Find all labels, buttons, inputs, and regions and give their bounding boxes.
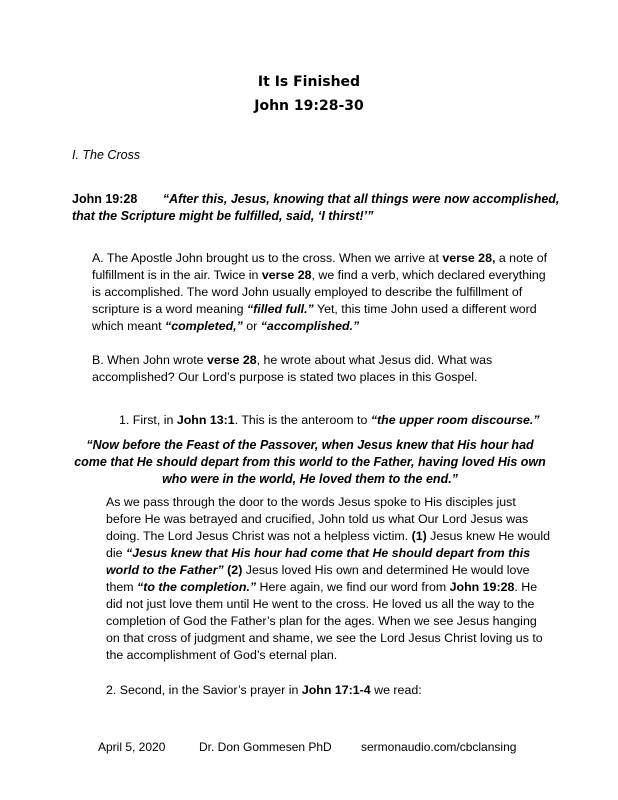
para-c-text: As we pass through the door to the words Jesus spoke to His disciples just before He was betrayed and crucified, John told us what Our Lord Jesus was doing. The Lord Jesus Christ was not a helpless victim. — [106, 495, 529, 543]
scripture-line-2: that the Scripture might be fulfilled, said, ‘I thirst!’” — [72, 209, 374, 223]
point-1 — [119, 412, 540, 429]
para-c-text: . He did not just love them until He went to the cross. He loved us all the way to the completion of God the Father’s plan for the ages. When we see Jesus hanging on that cross of judgment and shame, we see the Lord Jesus Christ loving us to the accomplishment of God’s eternal plan. — [106, 580, 543, 662]
scripture-ref: John 19:28 — [72, 192, 138, 206]
para-a-text: A. The Apostle John brought us to the cross. When we arrive at — [92, 251, 443, 265]
para-c-num-2: (2) — [227, 563, 243, 577]
para-c-emph-2: “to the completion.” — [137, 580, 257, 594]
para-a-bold-2: verse 28 — [261, 268, 312, 282]
point-2 — [106, 682, 422, 699]
footer-date: April 5, 2020 — [98, 740, 166, 754]
section-heading: I. The Cross — [72, 148, 141, 162]
para-c-text: Jesus loved His own and determined He would love them — [106, 563, 530, 594]
para-b-text: B. When John wrote — [92, 353, 208, 367]
para-a-emph-1: “filled full.” — [246, 302, 314, 316]
point-1-text: 1. First, in — [119, 413, 177, 427]
point-1-text: . This is the anteroom to — [234, 413, 371, 427]
point-1-ref: John 13:1 — [176, 413, 235, 427]
para-c-text: Jesus knew He would die — [106, 529, 550, 560]
para-c-ref: John 19:28 — [449, 580, 515, 594]
scripture-line-1 — [72, 191, 559, 208]
paragraph-a — [92, 250, 552, 335]
scripture-text-1: “After this, Jesus, knowing that all things were now accomplished, — [162, 192, 560, 206]
para-a-emph-2: “completed,” — [165, 319, 243, 333]
para-a-text: , we find a verb, which declared everything is accomplished. The word John usually employed to describe the fulfillment of scripture is a word meaning — [92, 268, 546, 316]
footer-site: sermonaudio.com/cbclansing — [361, 740, 517, 754]
paragraph-c — [106, 494, 552, 664]
page-subtitle: John 19:28-30 — [254, 98, 364, 114]
point-2-text: we read: — [370, 683, 422, 697]
paragraph-b — [92, 352, 532, 386]
para-b-text: , he wrote about what Jesus did. What was accomplished? Our Lord’s purpose is stated two places in this Gospel. — [92, 353, 493, 384]
point-2-ref: John 17:1-4 — [301, 683, 371, 697]
page-title: It Is Finished — [257, 74, 361, 90]
para-a-text: or — [242, 319, 261, 333]
para-c-text: Here again, we find our word from — [256, 580, 450, 594]
para-c-emph-1: “Jesus knew that His hour had come that He should depart from this world to the Father” — [106, 546, 531, 577]
para-b-bold: verse 28 — [207, 353, 257, 367]
para-a-emph-3: “accomplished.” — [260, 319, 360, 333]
para-a-text: Yet, this time John used a different word which meant — [92, 302, 537, 333]
point-1-emph: “the upper room discourse.” — [370, 413, 540, 427]
para-a-text: a note of fulfillment is in the air. Twice in — [92, 251, 548, 282]
block-quote-john-13-1: “Now before the Feast of the Passover, when Jesus knew that His hour had come that He should depart from this world to the Father, having loved His own who were in the world, He loved them to the end.” — [74, 438, 546, 486]
point-2-text: 2. Second, in the Savior’s prayer in — [106, 683, 302, 697]
para-a-bold-1: verse 28, — [442, 251, 496, 265]
footer-author: Dr. Don Gommesen PhD — [199, 740, 332, 754]
para-c-num-1: (1) — [411, 529, 427, 543]
